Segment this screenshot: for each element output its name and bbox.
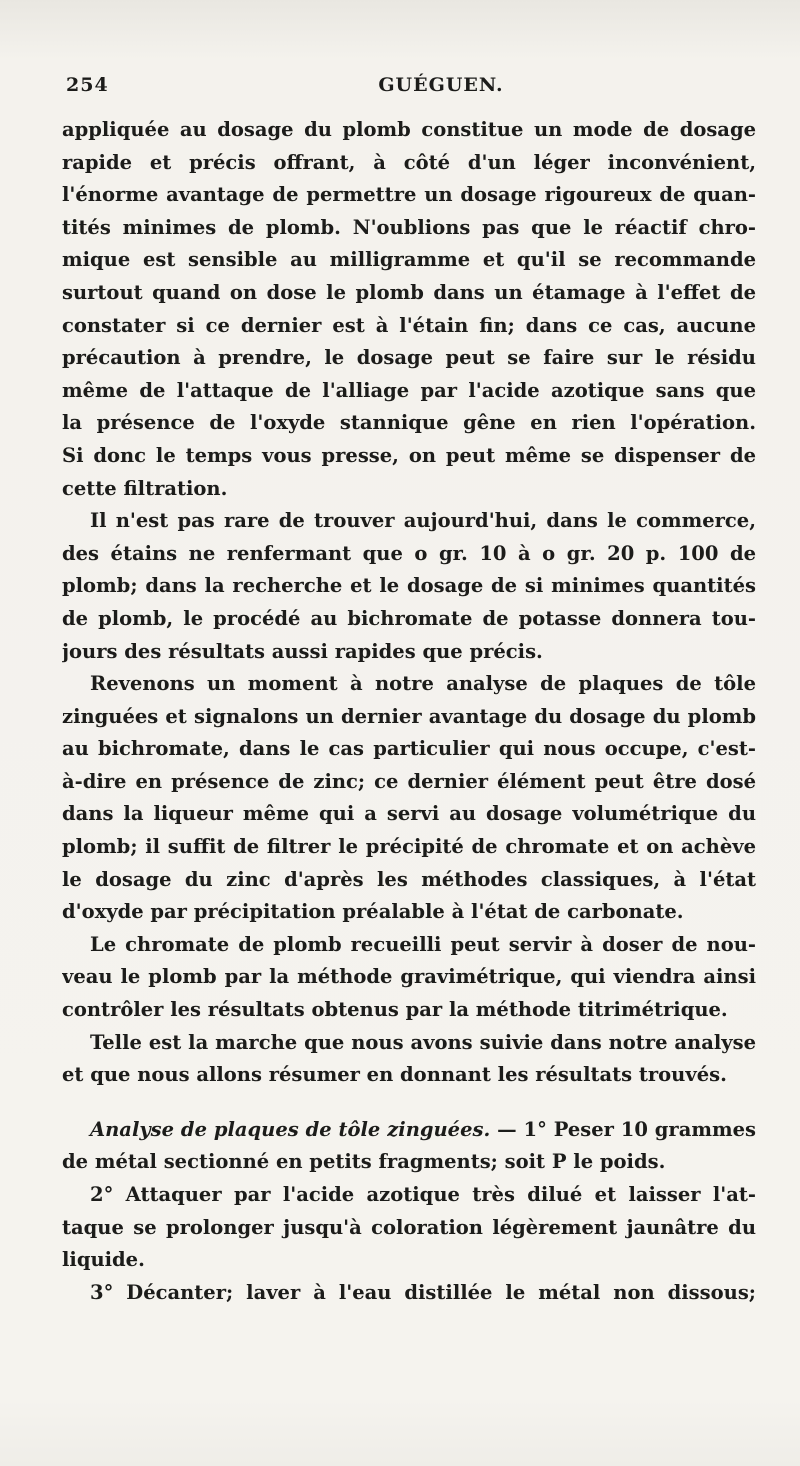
page-number: 254 [66, 74, 109, 96]
text-line: rapide et précis offrant, à côté d'un léger inconvénient, [62, 150, 756, 174]
text-line: contrôler les résultats obtenus par la méthode titrimétrique. [62, 998, 728, 1022]
text-line: liquide. [62, 1248, 145, 1272]
text-line: appliquée au dosage du plomb constitue un mode de dosage [62, 118, 756, 141]
running-head: GUÉGUEN. [378, 74, 504, 96]
text-line: dans la liqueur même qui a servi au dosage volumétrique du [62, 802, 756, 826]
text-line: jours des résultats aussi rapides que précis. [62, 639, 543, 663]
text-line: de plomb, le procédé au bichromate de potasse donnera tou- [62, 606, 756, 630]
body-text [62, 114, 756, 1309]
section-heading: Analyse de plaques de tôle zinguées. [90, 1117, 491, 1141]
text-line: plomb; il suffit de filtrer le précipité de chromate et on achève [62, 835, 756, 859]
text-line: précaution à prendre, le dosage peut se faire sur le résidu [62, 346, 756, 370]
text-line: Le chromate de plomb recueilli peut servir à doser de nou- [90, 932, 756, 956]
text-line: Telle est la marche que nous avons suivie dans notre analyse [90, 1030, 756, 1054]
text-line: à-dire en présence de zinc; ce dernier élément peut être dosé [62, 769, 756, 793]
text-line: zinguées et signalons un dernier avantage du dosage du plomb [62, 704, 756, 728]
text-line: Si donc le temps vous presse, on peut même se dispenser de [62, 443, 756, 467]
text-line: l'énorme avantage de permettre un dosage rigoureux de quan- [62, 183, 756, 207]
step-3-line: 3° Décanter; laver à l'eau distillée le métal non dissous; [90, 1280, 756, 1304]
text-line: le dosage du zinc d'après les méthodes classiques, à l'état [62, 867, 756, 891]
text-line: plomb; dans la recherche et le dosage de si minimes quantités [62, 574, 756, 598]
text-line: taque se prolonger jusqu'à coloration légèrement jaunâtre du [62, 1215, 756, 1239]
text-line: de métal sectionné en petits fragments; soit P le poids. [62, 1150, 666, 1174]
text-line: constater si ce dernier est à l'étain fin; dans ce cas, aucune [62, 313, 756, 337]
section-heading-line [62, 1114, 756, 1147]
text-line: même de l'attaque de l'alliage par l'acide azotique sans que [62, 378, 756, 402]
text-line: des étains ne renfermant que o gr. 10 à o gr. 20 p. 100 de [62, 541, 756, 565]
text-line: la présence de l'oxyde stannique gêne en rien l'opération. [62, 411, 756, 435]
text-line: Il n'est pas rare de trouver aujourd'hui, dans le commerce, [90, 509, 756, 533]
text-line: mique est sensible au milligramme et qu'il se recommande [62, 248, 756, 272]
text-line: Revenons un moment à notre analyse de plaques de tôle [90, 672, 756, 696]
text-line: veau le plomb par la méthode gravimétrique, qui viendra ainsi [62, 965, 756, 989]
step-1-text: — 1° Peser 10 grammes [490, 1117, 756, 1141]
text-line: et que nous allons résumer en donnant les résultats trouvés. [62, 1063, 727, 1087]
text-line: d'oxyde par précipitation préalable à l'état de carbonate. [62, 900, 684, 924]
step-2-line: 2° Attaquer par l'acide azotique très dilué et laisser l'at- [90, 1183, 756, 1206]
text-line: cette filtration. [62, 476, 228, 500]
page-header [66, 74, 756, 104]
text-line: au bichromate, dans le cas particulier qui nous occupe, c'est- [62, 737, 756, 761]
section-gap [62, 1092, 756, 1114]
text-line: tités minimes de plomb. N'oublions pas que le réactif chro- [62, 215, 756, 239]
text-line: surtout quand on dose le plomb dans un étamage à l'effet de [62, 280, 756, 304]
